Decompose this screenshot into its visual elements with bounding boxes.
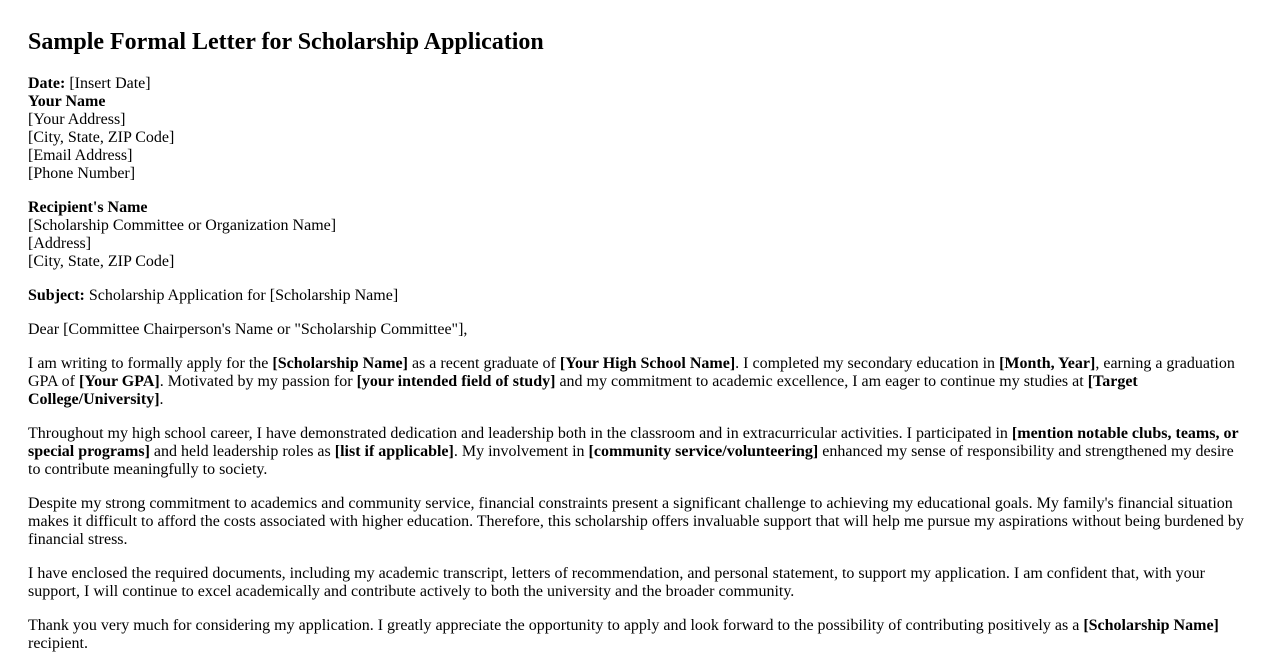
sender-city: [City, State, ZIP Code] [28,129,175,146]
recipient-city: [City, State, ZIP Code] [28,253,175,270]
sender-address: [Your Address] [28,111,126,128]
subject-label: Subject: [28,287,85,304]
recipient-address: [Address] [28,235,92,252]
sender-email: [Email Address] [28,147,133,164]
sender-block [28,75,1250,183]
date-line [28,75,1250,93]
body-paragraph-2: Throughout my high school career, I have demonstrated dedication and leadership both in the classroom and in extracurricular activities. I participated in [mention notable clubs, teams, or special programs] and held leadership roles as [list if applicable]. My involvement in [community service/volunteering] enhanced my sense of responsibility and strengthened my desire to contribute meaningfully to society. [28,425,1239,478]
sender-name: Your Name [28,93,106,110]
date-value: [Insert Date] [65,75,151,92]
recipient-org: [Scholarship Committee or Organization Name] [28,217,337,234]
subject-value: Scholarship Application for [Scholarship Name] [84,287,399,304]
body-paragraph-3: Despite my strong commitment to academics and community service, financial constraints present a significant challenge to achieving my educational goals. My family's financial situation makes it difficult to afford the costs associated with higher education. Therefore, this scholarship offers invaluable support that will help me pursue my aspirations without being burdened by financial stress. [28,495,1244,548]
subject-line [28,287,1250,305]
recipient-block [28,199,1250,271]
body-paragraph-1: I am writing to formally apply for the [Scholarship Name] as a recent graduate of [Your High School Name]. I completed my secondary education in [Month, Year], earning a graduation GPA of [Your GPA]. Motivated by my passion for [your intended field of study] and my commitment to academic excellence, I am eager to continue my studies at [Target College/University]. [28,355,1235,408]
body-paragraph-5: Thank you very much for considering my application. I greatly appreciate the opportunity to apply and look forward to the possibility of contributing positively as a [Scholarship Name] recipient. [28,617,1219,652]
recipient-name: Recipient's Name [28,199,148,216]
salutation: Dear [Committee Chairperson's Name or "Scholarship Committee"], [28,321,468,338]
page-title: Sample Formal Letter for Scholarship Application [28,29,544,55]
date-label: Date: [28,75,66,92]
sender-phone: [Phone Number] [28,165,136,182]
body-paragraph-4: I have enclosed the required documents, including my academic transcript, letters of recommendation, and personal statement, to support my application. I am confident that, with your support, I will continue to excel academically and contribute actively to both the university and the broader community. [28,565,1205,600]
